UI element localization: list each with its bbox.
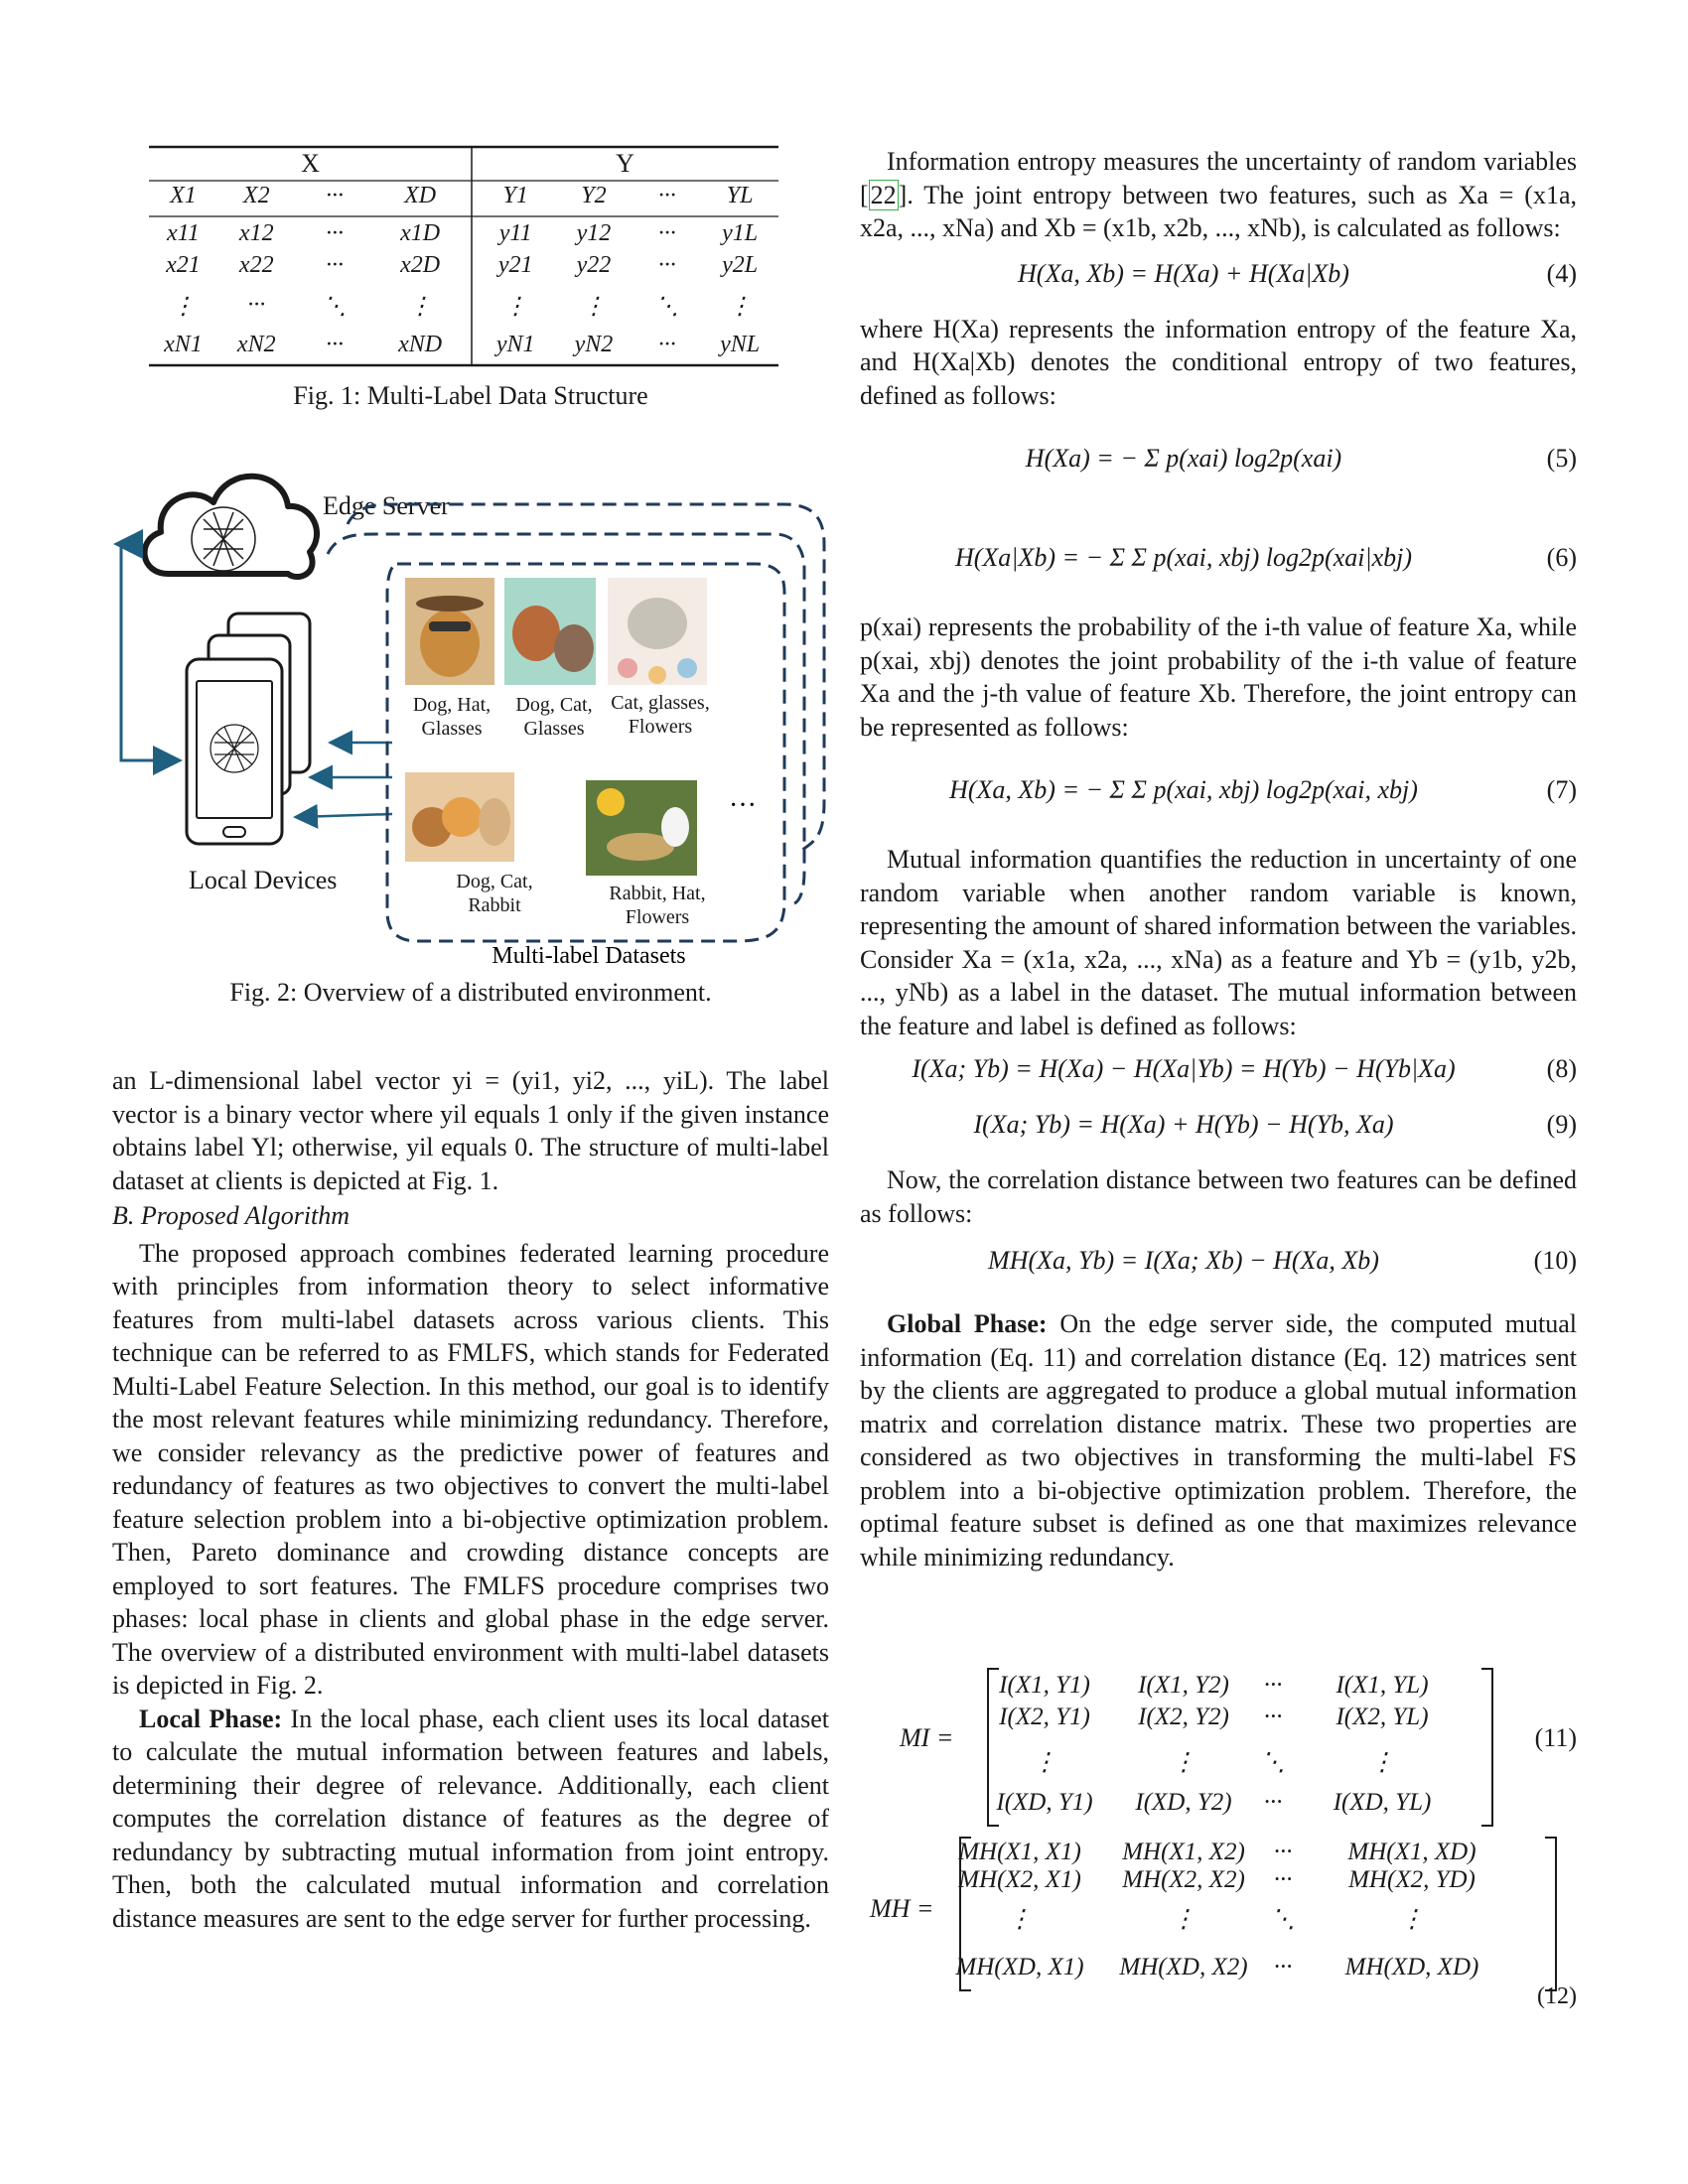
table-cell: XD: [404, 183, 437, 208]
matrix-cell: ⋮: [1171, 1906, 1196, 1933]
eq10-number: (10): [1533, 1246, 1577, 1275]
table-cell: xN2: [236, 332, 276, 357]
table-cell: ···: [325, 220, 344, 246]
table-cell: y11: [498, 220, 532, 246]
mi-matrix-cells: [995, 1664, 1483, 1833]
table-row: [149, 220, 778, 254]
group-y-header: Y: [616, 149, 634, 178]
table-cell: yNL: [720, 332, 761, 357]
matrix-cell: I(X1, YL): [1336, 1672, 1429, 1699]
eq4-number: (4): [1546, 258, 1577, 288]
matrix-cell: I(XD, YL): [1333, 1789, 1432, 1816]
more-datasets-ellipsis: ···: [729, 790, 757, 821]
entropy-text-b: ]. The joint entropy between two features, such as Xa = (x1a, x2a, ..., xNa) and Xb = (x1b, x2b, ..., xNb), is calculated as follows:: [860, 180, 1577, 242]
table-row: [149, 332, 778, 365]
mutual-information-paragraph: Mutual information quantifies the reduction in uncertainty of one random variable when another random variable is known, representing the amount of shared information between the variables. Consider Xa = (x1a, x2a, ..., xNa) as a feature and Yb = (y1b, y2b, ..., yNb) as a label in the dataset. The mutual information between the feature and label is defined as follows:: [860, 845, 1577, 1040]
img4-label-b: Rabbit: [468, 894, 521, 916]
matrix-cell: MH(XD, X2): [1119, 1954, 1248, 1980]
mh-right-bracket: [1545, 1837, 1557, 1991]
table-cell: ⋱: [654, 294, 679, 320]
eq5-expr: H(Xa) = − Σ p(xai) log2p(xai): [1025, 444, 1342, 473]
img5-label-b: Flowers: [625, 906, 690, 928]
table-cell: x21: [166, 252, 201, 278]
local-phase-heading: Local Phase:: [139, 1704, 283, 1733]
table-cell: ···: [657, 252, 676, 278]
matrix-cell: I(X2, Y2): [1138, 1704, 1229, 1730]
table-cell: yN2: [574, 332, 614, 357]
eq8-number: (8): [1546, 1054, 1577, 1083]
table-cell: x12: [238, 220, 274, 246]
eq7-number: (7): [1546, 775, 1577, 804]
equation-7: [860, 744, 1577, 843]
table-cell: y21: [497, 252, 533, 278]
table-cell: ···: [657, 332, 676, 357]
matrix-cell: MH(X2, X2): [1122, 1866, 1245, 1893]
table-cell: YL: [726, 183, 754, 208]
img2-label-b: Glasses: [523, 718, 585, 740]
table-cell: X2: [242, 183, 270, 208]
matrix-cell: ···: [1273, 1954, 1293, 1980]
equation-9: [860, 1108, 1577, 1163]
cloud-icon: [145, 477, 317, 577]
eq7-expr: H(Xa, Xb) = − Σ Σ p(xai, xbj) log2p(xai, xbj): [949, 775, 1418, 804]
fig1-caption: Fig. 1: Multi-Label Data Structure: [293, 381, 648, 410]
global-phase-text: On the edge server side, the computed mutual information (Eq. 11) and correlation distance (Eq. 12) matrices sent by the clients are aggregated to produce a global mutual information matrix and correlation distance matrix. These two properties are considered as two objectives in transforming the multi-label FS problem into a bi-objective optimization problem. Therefore, the optimal feature subset is defined as one that maximizes relevance while minimizing redundancy.: [860, 1309, 1577, 1571]
conditional-entropy-paragraph: where H(Xa) represents the information entropy of the feature Xa, and H(Xa|Xb) denotes the conditional entropy of two features, defined as follows:: [860, 314, 1577, 410]
edge-server-label: Edge Server: [323, 491, 450, 520]
matrix-cell: ···: [1273, 1866, 1293, 1893]
table-cell: ⋱: [322, 294, 347, 320]
table-cell: y22: [576, 252, 612, 278]
table-cell: xN1: [164, 332, 203, 357]
eq10-expr: MH(Xa, Yb) = I(Xa; Xb) − H(Xa, Xb): [988, 1246, 1379, 1275]
matrix-cell: I(X2, Y1): [999, 1704, 1090, 1730]
matrix-cell: ···: [1273, 1839, 1293, 1865]
table-cell: ···: [247, 292, 266, 318]
local-devices-icon: [187, 614, 310, 844]
table-cell: Y1: [502, 183, 528, 208]
matrix-cell: I(X1, Y1): [999, 1672, 1090, 1699]
matrix-cell: MH(X1, XD): [1347, 1839, 1477, 1865]
eq9-number: (9): [1546, 1110, 1577, 1139]
matrix-cell: MH(X2, X1): [958, 1866, 1081, 1893]
right-body-text: [860, 145, 1577, 1573]
matrix-cell: ⋮: [1399, 1906, 1425, 1933]
eq9-expr: I(Xa; Yb) = H(Xa) + H(Yb) − H(Yb, Xa): [973, 1110, 1394, 1139]
mh-matrix-equation: [860, 1835, 1577, 2013]
matrix-cell: I(XD, Y1): [996, 1789, 1093, 1816]
table-cell: ···: [325, 252, 344, 278]
matrix-cell: I(X2, YL): [1336, 1704, 1429, 1730]
multi-label-datasets-label: Multi-label Datasets: [492, 943, 686, 969]
local-phase-paragraph: [112, 1703, 829, 1936]
table-cell: xND: [398, 332, 443, 357]
table-cell: ⋮: [581, 294, 606, 320]
mh-label: MH =: [870, 1894, 934, 1923]
img3-label-a: Cat, glasses,: [611, 692, 710, 714]
img3-label-b: Flowers: [628, 716, 693, 738]
img5-label-a: Rabbit, Hat,: [609, 883, 706, 904]
eq8-expr: I(Xa; Yb) = H(Xa) − H(Xa|Yb) = H(Yb) − H(Yb|Xa): [912, 1054, 1456, 1083]
table-cell: x22: [238, 252, 274, 278]
img1-label-b: Glasses: [421, 718, 483, 740]
table-cell: ⋮: [728, 294, 753, 320]
fig2-caption: Fig. 2: Overview of a distributed environment.: [229, 978, 712, 1007]
table-row: [149, 252, 778, 286]
table-cell: ⋮: [503, 294, 528, 320]
local-phase-text: In the local phase, each client uses its local dataset to calculate the mutual information between features and labels, determining their degree of relevance. Additionally, each client computes the correlation distance of features as the degree of redundancy by subtracting mutual information from joint entropy. Then, both the calculated mutual information and correlation distance measures are sent to the edge server for further processing.: [112, 1704, 830, 1933]
matrix-cell: I(X1, Y2): [1138, 1672, 1229, 1699]
matrix-cell: MH(X2, YD): [1348, 1866, 1476, 1893]
table-cell: x2D: [400, 252, 441, 278]
table-row: [149, 183, 778, 216]
matrix-cell: ⋮: [1171, 1749, 1196, 1776]
table-cell: ···: [657, 220, 676, 246]
table-cell: Y2: [581, 183, 607, 208]
matrix-cell: I(XD, Y2): [1135, 1789, 1232, 1816]
table-cell: yN1: [495, 332, 535, 357]
matrix-cell: ···: [1263, 1704, 1283, 1730]
matrix-cell: MH(XD, XD): [1344, 1954, 1479, 1980]
probability-paragraph: p(xai) represents the probability of the i-th value of feature Xa, while p(xai, xbj) denotes the joint probability of the i-th value of feature Xa and the j-th value of feature Xb. Therefore, the joint entropy can be represented as follows:: [860, 613, 1577, 742]
eq11-number: (11): [1534, 1723, 1577, 1752]
matrix-cell: MH(X1, X2): [1122, 1839, 1245, 1865]
label-vector-paragraph: an L-dimensional label vector yi = (yi1, yi2, ..., yiL). The label vector is a binary vector where yil equals 1 only if the given instance obtains label Yl; otherwise, yil equals 0. The structure of multi-label dataset at clients is depicted at Fig. 1.: [112, 1066, 829, 1195]
matrix-cell: ⋱: [1260, 1749, 1286, 1776]
equation-8: [860, 1052, 1577, 1108]
equation-10: [860, 1244, 1577, 1307]
img2-label-a: Dog, Cat,: [515, 694, 593, 716]
table-cell: y1L: [722, 220, 759, 246]
mi-matrix-equation: [860, 1664, 1577, 1833]
table-cell: x1D: [400, 220, 441, 246]
table-cell: X1: [170, 183, 197, 208]
eq5-number: (5): [1546, 444, 1577, 473]
table-cell: ···: [325, 332, 344, 357]
equation-6: [860, 511, 1577, 611]
matrix-cell: ⋮: [1032, 1749, 1057, 1776]
local-devices-label: Local Devices: [189, 866, 338, 894]
matrix-cell: ···: [1263, 1672, 1283, 1699]
global-phase-heading: Global Phase:: [887, 1309, 1048, 1338]
table-row: [149, 292, 778, 326]
img4-label-a: Dog, Cat,: [456, 871, 533, 892]
matrix-cell: MH(XD, X1): [955, 1954, 1084, 1980]
table-cell: ⋮: [408, 294, 433, 320]
global-phase-paragraph: [860, 1307, 1577, 1573]
entropy-text-a: Information entropy measures the uncertainty of random variables [: [860, 147, 1577, 209]
citation-link[interactable]: 22: [870, 180, 897, 209]
mi-label: MI =: [900, 1723, 954, 1752]
table-cell: ···: [657, 183, 676, 208]
table-cell: ···: [325, 183, 344, 208]
matrix-cell: ⋮: [1007, 1906, 1033, 1933]
matrix-cell: ⋱: [1270, 1906, 1296, 1933]
table-cell: x11: [167, 220, 200, 246]
equation-5: [860, 412, 1577, 511]
section-heading: B. Proposed Algorithm: [112, 1201, 351, 1230]
table-cell: y12: [576, 220, 612, 246]
matrix-cell: ···: [1263, 1789, 1283, 1816]
proposed-approach-paragraph: The proposed approach combines federated learning procedure with principles from information theory to select informative features from multi-label datasets across various clients. This technique can be referred to as FMLFS, which stands for Federated Multi-Label Feature Selection. In this method, our goal is to identify the most relevant features while minimizing redundancy. Therefore, we consider relevancy as the predictive power of features and redundancy of features as two objectives to convert the multi-label feature selection problem into a bi-objective optimization problem. Then, Pareto dominance and crowding distance concepts are employed to sort features. The FMLFS procedure comprises two phases: local phase in clients and global phase in the edge server. The overview of a distributed environment with multi-label datasets is depicted in Fig. 2.: [112, 1238, 829, 1700]
group-x-header: X: [301, 149, 320, 178]
table-cell: y2L: [722, 252, 759, 278]
correlation-distance-paragraph: Now, the correlation distance between two features can be defined as follows:: [860, 1165, 1577, 1228]
matrix-cell: MH(X1, X1): [958, 1839, 1081, 1865]
eq12-number: (12): [1537, 1983, 1577, 2009]
matrix-cell: ⋮: [1369, 1749, 1395, 1776]
entropy-paragraph: [860, 145, 1577, 245]
eq6-number: (6): [1546, 543, 1577, 572]
left-body-text: [112, 1064, 829, 1935]
equation-4: [860, 257, 1577, 313]
distributed-environment-diagram: [99, 445, 854, 1001]
img1-label-a: Dog, Hat,: [412, 694, 492, 716]
dataset-arrows: [298, 743, 392, 817]
eq6-expr: H(Xa|Xb) = − Σ Σ p(xai, xbj) log2p(xai|xbj): [954, 543, 1413, 572]
mh-matrix-cells: [955, 1835, 1545, 1993]
table-cell: ⋮: [171, 294, 196, 320]
eq4-expr: H(Xa, Xb) = H(Xa) + H(Xa|Xb): [1018, 258, 1349, 288]
